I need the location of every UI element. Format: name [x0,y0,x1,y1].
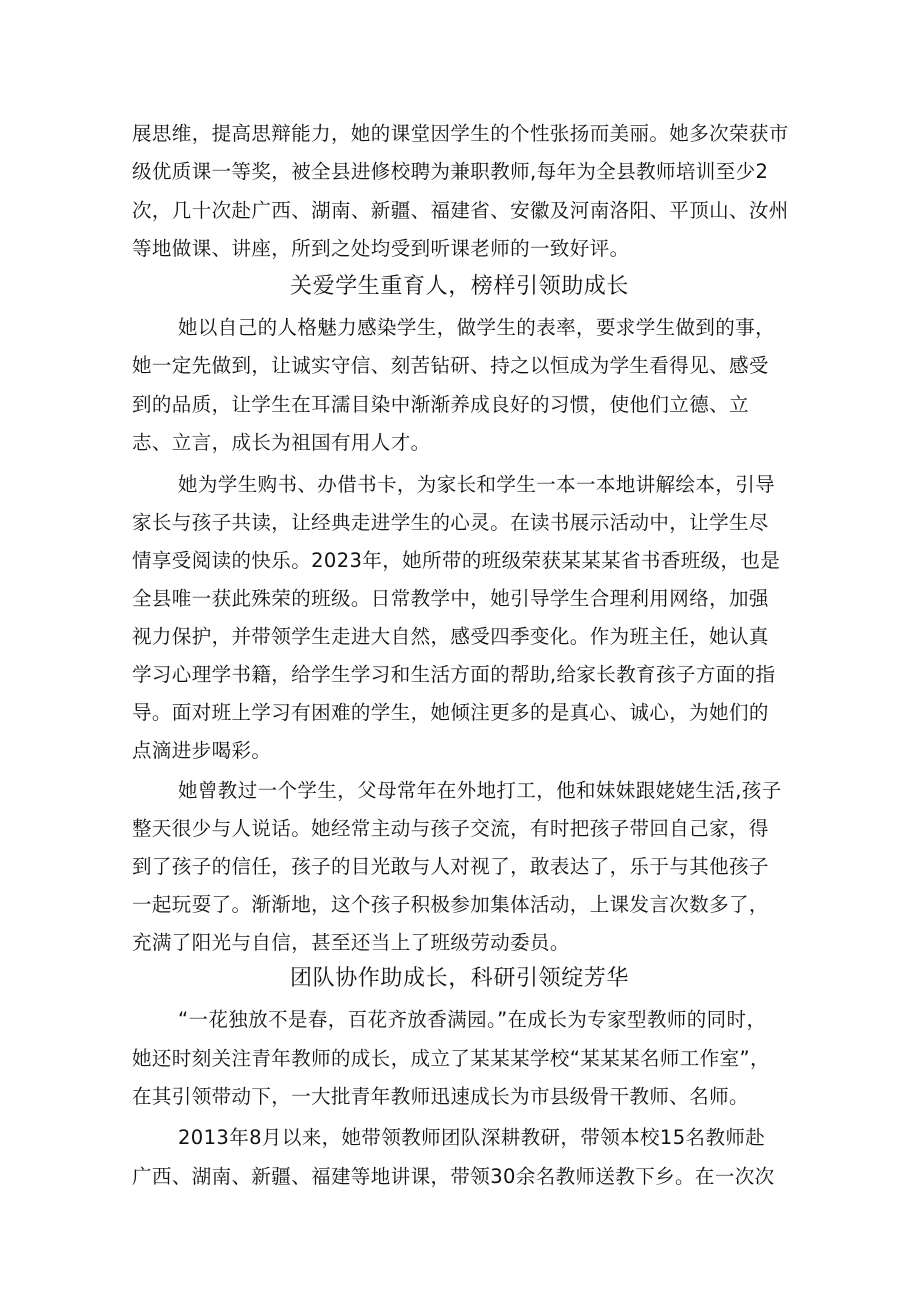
p4-line-2: 她还时刻关注青年教师的成长，成立了某某某学校“某某某名师工作室”， [132,1047,770,1070]
section-heading-team: 团队协作助成长，科研引领绽芳华 [290,966,630,991]
p2-line-5: 视力保护，并带领学生走进大自然，感受四季变化。作为班主任，她认真 [132,625,769,648]
intro-line-4: 等地做课、讲座，所到之处均受到听课老师的一致好评。 [132,237,630,260]
p2-line-3: 情享受阅读的快乐。2023年，她所带的班级荣获某某某省书香班级，也是 [132,549,781,572]
p2-line-6: 学习心理学书籍，给学生学习和生活方面的帮助,给家长教育孩子方面的指 [132,663,776,686]
p2-line-7: 导。面对班上学习有困难的学生，她倾注更多的是真心、诚心，为她们的 [132,701,769,724]
intro-line-2: 级优质课一等奖，被全县进修校聘为兼职教师,每年为全县教师培训至少2 [132,160,769,183]
p5-line-1: 2013年8月以来，她带领教师团队深耕教研，带领本校15名教师赴 [178,1126,766,1149]
p2-line-1: 她为学生购书、办借书卡，为家长和学生一本一本地讲解绘本，引导 [178,473,776,496]
p4-line-3: 在其引领带动下，一大批青年教师迅速成长为市县级骨干教师、名师。 [132,1085,749,1108]
p2-line-8: 点滴进步喝彩。 [132,739,272,762]
p3-line-1: 她曾教过一个学生，父母常年在外地打工，他和妹妹跟姥姥生活,孩子 [178,779,782,802]
intro-line-3: 次，几十次赴广西、湖南、新疆、福建省、安徽及河南洛阳、平顶山、汝州 [132,199,789,222]
p3-line-2: 整天很少与人说话。她经常主动与孩子交流，有时把孩子带回自己家，得 [132,817,769,840]
p3-line-4: 一起玩耍了。渐渐地，这个孩子积极参加集体活动，上课发言次数多了， [132,893,769,916]
p1-line-3: 到的品质，让学生在耳濡目染中渐渐养成良好的习惯，使他们立德、立 [132,393,749,416]
intro-line-1: 展思维，提高思辩能力，她的课堂因学生的个性张扬而美丽。她多次荣获市 [132,122,789,145]
p1-line-4: 志、立言，成长为祖国有用人才。 [132,431,431,454]
section-heading-care: 关爱学生重育人，榜样引领助成长 [290,274,630,299]
p2-line-2: 家长与孩子共读，让经典走进学生的心灵。在读书展示活动中，让学生尽 [132,511,769,534]
p3-line-3: 到了孩子的信任，孩子的目光敢与人对视了，敢表达了，乐于与其他孩子 [132,855,769,878]
p3-line-5: 充满了阳光与自信，甚至还当上了班级劳动委员。 [132,931,570,954]
p2-line-4: 全县唯一获此殊荣的班级。日常教学中，她引导学生合理利用网络，加强 [132,587,769,610]
p4-line-1: “一花独放不是春，百花齐放香满园。”在成长为专家型教师的同时， [178,1008,767,1031]
p1-line-2: 她一定先做到，让诚实守信、刻苦钻研、持之以恒成为学生看得见、感受 [132,354,769,377]
p5-line-2: 广西、湖南、新疆、福建等地讲课，带领30余名教师送教下乡。在一次次 [132,1165,775,1188]
p1-line-1: 她以自己的人格魅力感染学生，做学生的表率，要求学生做到的事， [178,316,776,339]
